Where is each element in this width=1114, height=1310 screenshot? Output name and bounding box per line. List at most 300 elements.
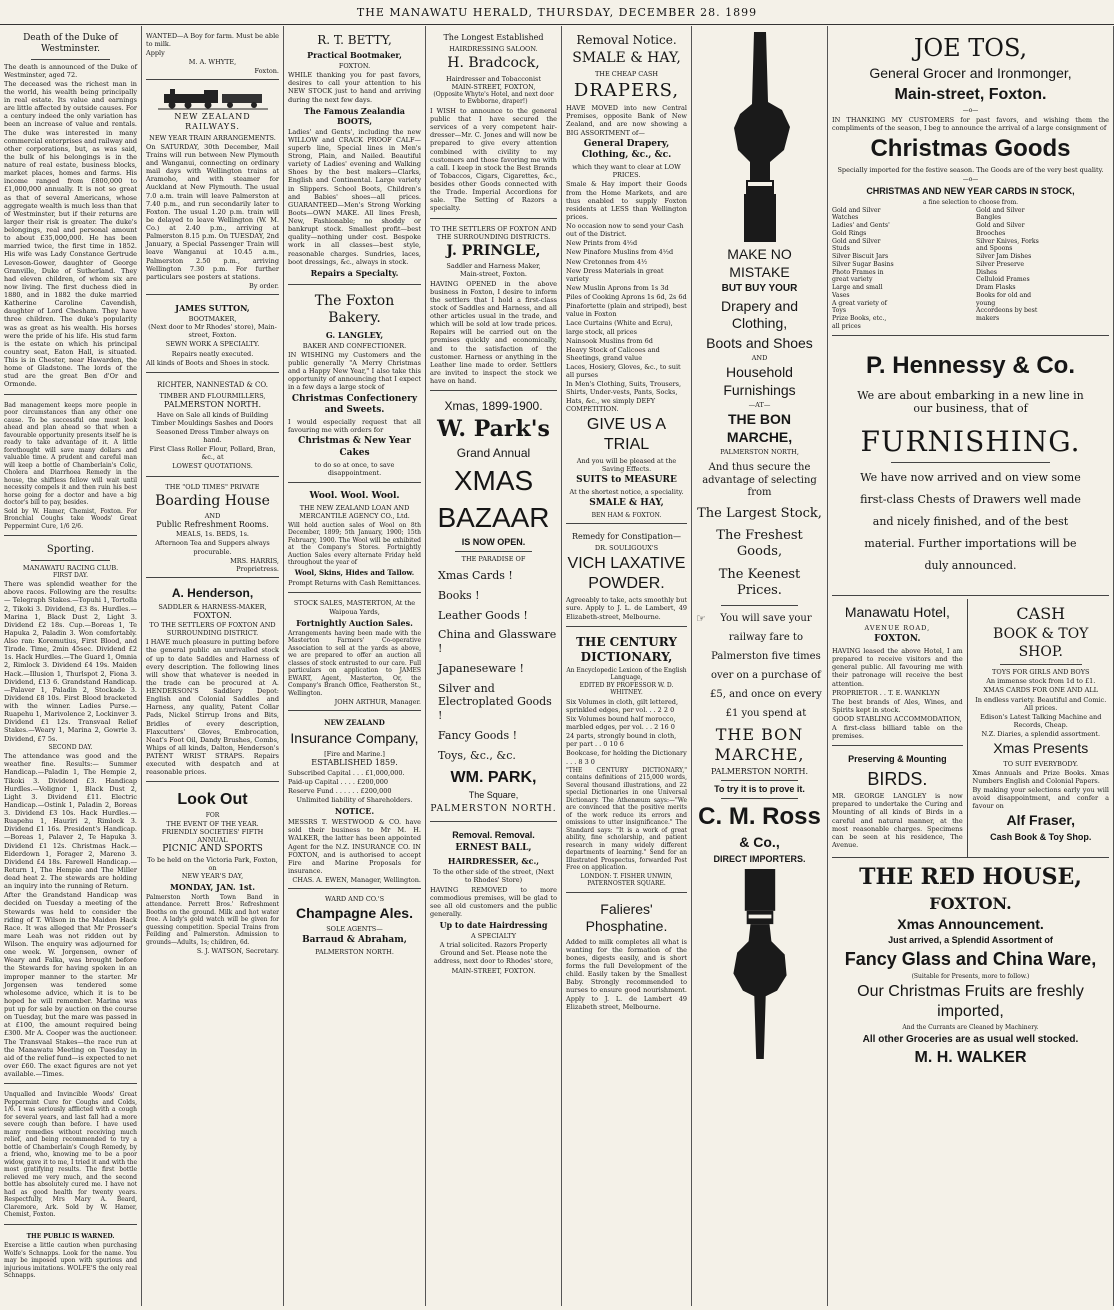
boarding-tea: Afternoon Tea and Suppers always procurable.	[155, 539, 270, 556]
bakery-request: I would especially request that all favouring me with orders for	[288, 418, 421, 435]
freshest-goods: The Freshest Goods,	[716, 528, 803, 560]
ross-importers: DIRECT IMPORTERS.	[713, 853, 806, 864]
tos-item: Silver Jam Dishes	[976, 253, 1032, 261]
drapery-heading: Drapery and Clothing,	[720, 297, 799, 331]
sutton-specialty: SEWN WORK A SPECIALTY.	[165, 340, 260, 349]
smale-title: SMALE & HAY,	[572, 50, 681, 66]
bon-place: PALMERSTON NORTH,	[720, 448, 799, 457]
boarding-house-ad	[146, 480, 279, 578]
red-house-ad	[832, 857, 1109, 1074]
betty-body: WHILE thanking you for past favors, desires to call your attention to his NEW STOCK just to hand and arriving during the next few days.	[288, 71, 421, 104]
century-subtitle: An Encyclopedic Lexicon of the English Language,	[566, 666, 687, 682]
peppermint-cure-ad	[4, 1087, 137, 1225]
century-editor: EDITED BY PROFESSOR W. D. WHITNEY.	[579, 681, 674, 697]
pointing-finger-icon: ☞	[696, 612, 706, 626]
hennessy-ad	[832, 339, 1109, 597]
divider	[721, 798, 797, 799]
smale-removal: Removal Notice.	[576, 33, 677, 47]
tos-item: Silver Sugar Basins	[832, 260, 894, 268]
bon-place-2: PALMERSTON NORTH.	[710, 767, 808, 777]
henderson-settlers: TO THE SETTLERS OF FOXTON AND SURROUNDING DISTRICT.	[149, 621, 276, 638]
ward-champagne: Champagne Ales.	[296, 905, 413, 922]
park-bazaar: BAZAAR	[437, 501, 550, 533]
bakery-confectionery: Christmas Confectionery and Sweets.	[291, 393, 418, 415]
at-label: —AT—	[748, 401, 771, 410]
and-label: AND	[751, 354, 768, 362]
tos-item: Silver Knives, Forks and Spoons	[976, 237, 1039, 253]
tos-item: Silver Biscuit Jars	[832, 253, 889, 261]
richter-place: PALMERSTON NORTH.	[163, 399, 261, 409]
save-block	[696, 609, 823, 723]
richter-ad	[146, 376, 279, 477]
insurance-pre: NEW ZEALAND	[324, 718, 385, 728]
red-announcement: Xmas Announcement.	[897, 915, 1044, 932]
tos-item: Celluloid Frames	[976, 276, 1030, 284]
ball-details: A trial solicited. Razors Properly Ground and Set. Please note the address, next door to Rhodes' store,	[433, 941, 554, 966]
smale-body: HAVE MOVED into new Central Premises, opposite Bank of New Zealand, and are now showing a BIG ASSORTMENT of—	[566, 104, 687, 137]
tos-subtitle: General Grocer and Ironmonger,	[869, 65, 1072, 81]
insurance-row: Paid-up Capital . . . . £200,000	[288, 777, 389, 786]
park-item: Xmas Cards !	[438, 569, 513, 582]
smale-drapery: General Drapery, Clothing, &c., &c.	[581, 138, 672, 160]
zealandia-body: Ladies' and Gents', including the new WILLOW and CRACK PROOF CALF—superb line, Special lines in Men's Strong, Plain, and Nailed. Beautiful variety of Ladies' evening and Walking Shoes by the best makers—Clarks, English and Continental. Large variety in Slippers. School Boots, Children's and Babies' shoes—all prices. GUARANTEED—Men's Strong Working Boots—OWN MAKE. All lines Fresh, New, Fashionable; no shoddy or bankrupt stock. Smallest profit—best quality—nothing under cost. Bespoke work in all classes—best style, reasonable charges. Sundries, laces, boot dressings, &c., always in stock.	[288, 127, 421, 266]
wool-ad	[288, 486, 421, 593]
remedy-text: Bad management keeps more people in poor circumstances than any other one cause. To be successful one must look ahead and plan ahead so that when a favourable opportunity presents itself he is ready to take advantage of it. A little forethought will save many dollars and valuable time. A prudent and careful man will keep a bottle of Chamberlain's Colic, Cholera and Diarrhoea Remedy in the house, the shiftless fellow will wait until necessity compels it and then ruin his best horse going for a doctor and have a big doctor's bill to pay, besides.	[4, 401, 137, 506]
pointing-hand-down-icon	[710, 869, 810, 1059]
red-groceries: All other Groceries are as usual well stocked.	[862, 1033, 1079, 1045]
tos-item: Prize Books, etc., all prices	[832, 315, 887, 330]
smale-list-item: No occasion now to send your Cash out of the District.	[566, 222, 684, 239]
pringle-ad	[430, 222, 557, 392]
sutton-ad	[146, 298, 279, 373]
ward-place: PALMERSTON NORTH.	[315, 948, 394, 957]
cash-edison: Edison's Latest Talking Machine and Records, Cheap.	[980, 712, 1102, 729]
smale-clear: which they want to clear at LOW PRICES.	[572, 163, 681, 180]
largest-stock: The Largest Stock,	[697, 505, 822, 521]
cash-stock: An immense stock from 1d to £1.	[986, 677, 1096, 686]
hotel-brands: The best brands of Ales, Wines, and Spirits kept in stock.	[832, 697, 963, 714]
vich-pre: Remedy for Constipation—	[571, 532, 681, 542]
boots-heading: Boots and Shoes	[706, 334, 813, 351]
cash-variety: In endless variety. Beautiful and Comic. All prices.	[975, 695, 1107, 712]
sporting-article	[4, 539, 137, 1084]
smale-trial: GIVE US A TRIAL	[586, 415, 667, 453]
red-suitable: (Suitable for Presents, more to follow.)	[911, 972, 1030, 980]
first-day-results: There was splendid weather for the above races. Following are the results:— Telegraph Stakes.—Topuhi 1, Tortolla 2, Tikoki 3. Dividend, £3 8s. Hurdles.—Marina 1, Black Dust 2, Light 3. Dividend £2 18s. Cup.—Boreas 1, Te Hapuka 2, Paladin 3. Won comfortably. Also ran: Koremutius, First Blood, and Tirade. Time, 2min 45sec. Dividend £2 1s. Hack Hurdles.—The Guard 1, Omnia 2, Rimlock 3. Dividend £4 19s. Maiden Hack.—Illusion 1, Thurlspot 2, Fiona 3. Dividend, £13 6. Grandstand Handicap.—Palaver 1, Paladin 2, Stockade 3. Dividend £8 10s. First Blood bracketed with the winner. Ladies Purse.—Ruapehu 1, Marivolence 2, Lockinver 3. Dividend £1 12s. Transvaal Relief Stakes.—Weary 1, Marina 2, Gowrie 3. Dividend, £7 5s.	[4, 580, 137, 743]
henderson-title: A. Henderson,	[171, 585, 254, 600]
century-title: THE CENTURY DICTIONARY,	[576, 634, 677, 664]
richter-flour: First Class Roller Flour, Pollard, Bran, &c., at	[149, 445, 276, 462]
park-xmas-title: Xmas, 1899-1900.	[444, 399, 543, 414]
tos-item: Gold and Silver Brooches	[976, 222, 1025, 237]
mistake-heading: MAKE NO MISTAKE	[727, 246, 792, 280]
pringle-subtitle: Saddler and Harness Maker,	[446, 262, 541, 271]
cash-name: Alf Fraser,	[1006, 812, 1075, 829]
boarding-role: Proprietress.	[236, 564, 279, 573]
bradcock-role: Hairdresser and Tobacconist	[445, 74, 541, 83]
try-heading: To try it is to prove it.	[714, 784, 805, 795]
ball-ad	[430, 825, 557, 979]
wanted-name: M. A. WHYTE,	[188, 58, 237, 67]
bakery-title: The Foxton Bakery.	[314, 292, 395, 327]
birds-title: Preserving & Mounting	[848, 754, 947, 765]
wanted-apply: Apply	[146, 49, 165, 58]
ball-specialty: A SPECIALTY	[471, 932, 516, 940]
joe-tos-ad	[832, 28, 1109, 336]
red-walker: M. H. WALKER	[914, 1049, 1027, 1067]
wool-products: Wool, Skins, Hides and Tallow.	[294, 567, 415, 577]
buy-heading: BUT BUY YOUR	[721, 283, 798, 294]
pringle-body: HAVING OPENED in the above business in Foxton, I desire to inform the settlers that I hold a first-class stock of Saddles and Harness, and all other articles usual in the trade, and which will be sold at low trade prices. Repairs will be carried out on the premises quickly and economically, and to the satisfaction of the customer. Harness or anything in the Leather line made to order. Settlers are invited to inspect the stock we have on hand.	[430, 279, 557, 385]
red-arrived: Just arrived, a Splendid Assortment of	[888, 935, 1053, 945]
smale-saving: And you will be pleased at the Saving Effects.	[576, 456, 677, 473]
tos-item: Photo Frames in great variety	[832, 268, 884, 284]
henderson-body: I HAVE much pleasure in putting before the general public an unrivalled stock of up to date Saddles and Harness of every description. The following lines will show that whatever is needed in the trade can be procured at A. HENDERSON'S Saddlery Depot: English and Colonial Saddles and Harness, any quality, Patent Collar Pads, Nickel Stirrup Irons and Bits, Bridles of every description, Flaxcutters' Gloves, Embrocation, Neat's Foot Oil, Dandy Brushes, Combs, Whips of all kinds, Dalton, Henderson's PATENT WRIST STRAPS. Repairs executed with despatch and at reasonable prices.	[146, 638, 279, 777]
ross-name: C. M. Ross	[698, 803, 821, 831]
smale-notice: At the shortest notice, a speciality.	[569, 488, 684, 497]
ward-ad	[288, 892, 421, 960]
pringle-title: J. PRINGLE,	[446, 242, 541, 259]
pringle-pre: TO THE SETTLERS OF FOXTON AND THE SURROUNDING DISTRICTS.	[430, 224, 557, 241]
obituary-article	[4, 28, 137, 395]
column-5	[562, 26, 692, 1306]
smale-list-item: New Cretonnes from 4½	[566, 257, 648, 266]
ball-hairdressing: Up to date Hairdressing	[439, 920, 548, 930]
hennessy-furnishing: FURNISHING.	[860, 425, 1081, 459]
boarding-name: MRS. HARRIS,	[230, 556, 279, 565]
column-1	[0, 26, 142, 1306]
wanted-ad	[146, 28, 279, 80]
locomotive-icon	[158, 88, 268, 110]
sporting-title: Sporting.	[46, 544, 95, 555]
tos-street: Main-street, Foxton.	[894, 85, 1047, 103]
notice-title: NOTICE.	[334, 806, 375, 817]
hennessy-details: We have now arrived and on view some first-class Chests of Drawers well made and nicely finished, and of the best material. Further importations will be duly announced.	[860, 471, 1081, 573]
lookout-for: FOR	[205, 812, 220, 820]
secure-text: And thus secure the advantage of selecting from	[702, 462, 817, 499]
sporting-subtitle: MANAWATU RACING CLUB.	[22, 563, 119, 572]
birds-ad	[832, 749, 963, 854]
tos-item: Accordeons by best makers	[976, 307, 1038, 323]
bradcock-pre: The Longest Established	[443, 33, 544, 42]
stock-sales-ad	[288, 596, 421, 711]
smale-list-item: Laces, Hosiery, Gloves, &c., to suit all purses	[566, 363, 681, 380]
insurance-title: Insurance Company,	[290, 730, 419, 746]
cash-annuals: Xmas Annuals and Prize Books. Xmas Numbers English and Colonial Papers.	[972, 768, 1109, 785]
lookout-details: Palmerston North Town Band in attendance. Perrett Bros.' Refreshment Booths on the ground. Milk and hot water free. A lady's gold watch will be given for guessing competition. Special Trains from Feilding and Palmerston. Admission to grounds—Adults, 1s; children, 6d.	[146, 893, 279, 946]
smale-subtitle: THE CHEAP CASH	[594, 69, 659, 78]
bradcock-ad	[430, 28, 557, 219]
bon-marche-name: THE BON MARCHE,	[714, 725, 805, 765]
bakery-ad	[288, 288, 421, 483]
vich-body: Agreeably to take, acts smoothly but sure. Apply to J. L. de Lambert, 49 Elizabeth-street, Melbourne.	[566, 596, 687, 621]
wool-title: Wool. Wool. Wool.	[309, 491, 400, 501]
boarding-and: AND	[204, 512, 221, 521]
falieres-title: Falieres' Phosphatine.	[585, 900, 668, 935]
cash-suit: TO SUIT EVERYBODY.	[1003, 759, 1079, 768]
park-item: Silver and Electroplated Goods !	[438, 681, 552, 722]
tos-item: Gold and Silver Watches	[832, 206, 881, 222]
falieres-body: Added to milk completes all what is wanting for the formation of the bones, digests easily, and is short forms the full Development of the child. Easily taken by the Smallest Baby. Strongly recommended to nurses to ensure good nourishment. Apply to J. L. de Lambert 49 Elizabeth street, Melbourne.	[566, 937, 687, 1011]
hotel-billiards: A first-class billiard table on the premises.	[832, 724, 963, 741]
ward-sole: SOLE AGENTS—	[326, 924, 383, 933]
richter-quotations: LOWEST QUOTATIONS.	[172, 462, 253, 471]
hotel-birds-column	[832, 599, 968, 857]
divider	[891, 462, 1050, 463]
ross-co: & Co.,	[739, 834, 780, 851]
smale-import: Smale & Hay import their Goods from the Home Markets, and are thus enabled to supply Foxton residents at LESS than Wellington prices.	[566, 180, 687, 221]
tos-stock-list	[832, 207, 1109, 331]
insurance-row: Unlimited liability of Shareholders.	[296, 796, 413, 804]
ball-address: To the other side of the street, (Next to Rhodes' Store)	[433, 868, 554, 885]
sutton-title: JAMES SUTTON,	[175, 303, 250, 313]
notice-body: MESSRS T. WESTWOOD & CO. have sold their business to Mr M. H. WALKER, the latter has been appointed Agent for the N.Z. INSURANCE CO. IN FOXTON, and is authorised to accept Fire and Marine Proposals for insurance.	[288, 818, 421, 875]
divider	[721, 780, 797, 781]
wool-company: THE NEW ZEALAND LOAN AND MERCANTILE AGENCY CO., Ltd.	[299, 504, 410, 521]
cash-subtitle: BOOK & TOY SHOP.	[993, 626, 1089, 660]
hotel-road: AVENUE ROAD,	[864, 623, 931, 632]
lookout-event: THE EVENT OF THE YEAR.	[166, 819, 259, 828]
lookout-picnic: PICNIC AND SPORTS	[162, 844, 263, 855]
richter-stock: Have on Sale all kinds of Building Timber Mouldings Sashes and Doors	[151, 410, 274, 427]
park-open: IS NOW OPEN.	[461, 536, 526, 547]
hotel-title: Manawatu Hotel,	[844, 604, 950, 621]
zealandia-title: The Famous Zealandia BOOTS,	[304, 105, 405, 126]
divider	[31, 560, 111, 561]
masthead	[0, 0, 1114, 25]
railways-title: NEW ZEALAND RAILWAYS.	[174, 111, 251, 131]
smale-signature: SMALE & HAY,	[589, 498, 664, 509]
vich-ad	[566, 527, 687, 627]
smale-list-item: Piles of Cooking Aprons 1s 6d, 2s 6d	[566, 293, 687, 301]
hotel-place: FOXTON.	[874, 633, 921, 644]
column-2	[142, 26, 284, 1306]
sutton-address: (Next door to Mr Rhodes' store), Main-street, Foxton.	[148, 323, 277, 340]
lookout-title: Look Out	[177, 791, 248, 809]
save-text: You will save your railway fare to Palmerston five times over on a purchase of £5, and once on every £1 you spend at	[710, 613, 822, 720]
lookout-venue: To be held on the Victoria Park, Foxton, on	[147, 855, 278, 872]
tos-body: IN THANKING MY CUSTOMERS for past favors, and wishing them the compliments of the season, I beg to announce the arrival of a large consignment of	[832, 116, 1109, 133]
notice-signature: CHAS. A. EWEN, Manager, Wellington.	[292, 876, 421, 884]
boarding-pre: THE "OLD TIMES" PRIVATE	[165, 482, 260, 491]
richter-timber: Seasoned Dress Timber always on hand.	[156, 427, 269, 444]
bakery-body: IN WISHING my Customers and the public generally "A Merry Christmas and a Happy New Year," I also take this opportunity of announcing that I expect in a few days a large stock of	[288, 350, 421, 392]
book-shop-ad	[973, 599, 1110, 849]
cash-toys: TOYS FOR GIRLS AND BOYS	[992, 668, 1090, 677]
obituary-title: Death of the Duke of Westminster.	[23, 33, 118, 55]
bakery-disappointment: to do so at once, to save disappointment.	[314, 460, 395, 477]
smale-list-item: New Pinafore Muslins from 4½d	[566, 248, 674, 257]
tos-title: JOE TOS,	[913, 34, 1028, 62]
cash-title: CASH	[1016, 604, 1066, 624]
smale-list-item: New Prints from 4½d	[566, 239, 638, 248]
century-price: 24 parts, strongly bound in cloth, per part . . 0 10 6	[566, 732, 677, 749]
ward-title: WARD AND CO.'S	[324, 895, 385, 904]
railways-subtitle: NEW YEAR TRAIN ARRANGEMENTS.	[149, 133, 276, 142]
second-day-results: The attendance was good and the weather fine. Results:— Summer Handicap.—Paladin 1, The Hempie 2, Tikoki 3. Dividend £3. Handicap Hurdles.—Volignor 1, Black Dust 2, Light 3. Dividend £11. Electric Handicap.—Ostink 1, Paladin 2, Boreas 3. Dividend £3 10s. Hack Hurdles.—Ruapehu 1, Hauriri 2, Rimlock 3. Dividend £1 16s. President's Handicap.—Boreas 1, Palaver 2, Te Hapuka 3. Dividend £1 12s. Christmas Hack.—Eiderdown 1, Forager 2, Mareno 3. Dividend £4 18s. Farewell Handicap.—Return 1, The Hempie and The Miller dead heat 2. The stewards are holding an inquiry into the running of Return.	[4, 752, 137, 891]
park-item: Japaneseware !	[438, 661, 524, 675]
masthead-text: THE MANAWATU HERALD, THURSDAY, DECEMBER 28. 1899	[356, 6, 758, 19]
sutton-repairs: Repairs neatly executed.	[171, 349, 254, 358]
bottom-split	[832, 599, 1109, 857]
park-place: PALMERSTON NORTH.	[430, 803, 557, 814]
stewards-report: After the Grandstand Handicap was decided on Tuesday a meeting of the Stewards was held to consider the riding of T. Wilson in the Maiden Hack Race. It was alleged that Mr Prosser's mare Leah was not ridden out by Wilson. The enquiry was adjourned for one week. W. Jorgensen, owner of Weary and Falka, was brought before the Stewards for having spoken in an improper manner to the starter. Mr Jorgensen was tendered some wholesome advice, which it is to be hoped he will remember. Marina was put up for sale by auction on the course on Tuesday, but the mare was passed in at £100, the amount required being £300. Mr A. Cooper was the auctioneer. The Transvaal Stakes—the race run at the Manawatu Meeting on Tuesday in aid of the relief fund—is expected to net over £60. The exact figures are not yet available.—Times.	[4, 891, 137, 1078]
tos-christmas-goods: Christmas Goods	[870, 135, 1071, 163]
column-3	[284, 26, 426, 1306]
smale-list-item: New Muslin Aprons from 1s 3d	[566, 283, 669, 292]
wanted-text: WANTED—A Boy for farm. Must be able to milk.	[146, 32, 279, 49]
park-item: Books !	[438, 588, 480, 602]
park-item: Leather Goods !	[438, 608, 528, 622]
wool-returns: Prompt Returns with Cash Remittances.	[288, 579, 421, 588]
pointing-hand-up-icon	[710, 32, 810, 242]
hennessy-body: We are about embarking in a new line in our business, that of	[857, 388, 1084, 416]
column-6	[692, 26, 828, 1306]
cash-selection: By making your selections early you will avoid disappointment, and confer a favour on	[972, 786, 1109, 811]
birds-body: MR. GEORGE LANGLEY is now prepared to undertake the Curing and Mounting of all kinds of Birds in a careful and natural manner, at the most reasonable charges. Specimens can be seen at his residence, The Avenue.	[832, 792, 963, 849]
first-day-label: FIRST DAY.	[52, 571, 89, 579]
divider	[31, 59, 111, 60]
hotel-stabling: GOOD STABLING ACCOMMODATION,	[833, 715, 962, 723]
smale-list-item: Heavy Stock of Calicoes and Sheetings, grand value	[566, 345, 660, 362]
smale-list-item: Nainsook Muslins from 6d	[566, 336, 653, 345]
richter-subtitle: TIMBER AND FLOURMILLERS,	[159, 391, 266, 400]
bradcock-opposite: (Opposite Whyte's Hotel, and next door to Ewbborne, draper!)	[433, 90, 554, 106]
warning-title: THE PUBLIC IS WARNED.	[26, 1232, 115, 1240]
stock-title: STOCK SALES, MASTERTON, At the Waipoua Yards,	[293, 599, 416, 616]
vich-title: VICH LAXATIVE POWDER.	[567, 555, 686, 593]
park-xmas: XMAS	[453, 464, 534, 496]
bakery-subtitle: BAKER AND CONFECTIONER.	[302, 341, 407, 350]
hotel-proprietor: PROPRIETOR . . T. E. WANKLYN	[832, 688, 940, 697]
bradcock-saloon: HAIRDRESSING SALOON.	[449, 45, 538, 53]
bradcock-body: I WISH to announce to the general public that I have secured the services of a very competent hair-dresser—Mr. C. Jones and will now be prepared to give every attention combined with civility to my customers and those favoring me with a call. I keep in stock the Best Brands of Tobaccos, Cigars, Cigarettes, &c., besides other Goods connected with the Trade. Imperial Accordions for sale. The Setting of Razors a specialty.	[430, 106, 557, 213]
lookout-signature: S. J. WATSON, Secretary.	[196, 947, 279, 956]
betty-ad	[288, 28, 421, 285]
sutton-subtitle: BOOTMAKER,	[188, 315, 237, 323]
remedy-notice	[4, 398, 137, 537]
tos-selection: a fine selection to choose from.	[922, 199, 1019, 207]
bradcock-title: H. Bradcock,	[447, 55, 540, 72]
lookout-date: MONDAY, JAN. 1st.	[169, 881, 256, 892]
tos-item: Dram Flasks	[976, 284, 1016, 292]
red-ware: Fancy Glass and China Ware,	[844, 949, 1097, 970]
cash-presents: Xmas Presents	[993, 740, 1089, 757]
cash-cards: XMAS CARDS FOR ONE AND ALL	[983, 686, 1098, 695]
tos-item: Ladies' and Gents' Gold Rings	[832, 222, 890, 237]
cash-diaries: N.Z. Diaries, a splendid assortment.	[981, 730, 1101, 738]
railways-order: By order.	[248, 281, 279, 290]
henderson-subtitle: SADDLER & HARNESS-MAKER,	[158, 602, 267, 611]
schnapps-warning	[4, 1228, 137, 1285]
tos-item: Gold and Silver Studs	[832, 237, 881, 253]
vich-doctor: DR. SOULIGOUX'S	[594, 544, 659, 553]
hotel-ad	[832, 599, 963, 746]
insurance-subtitle: [Fire and Marine.]	[324, 749, 385, 758]
tos-item: Gold and Silver Bangles	[976, 206, 1025, 222]
betty-repairs: Repairs a Specialty.	[310, 267, 399, 278]
richter-title: RICHTER, NANNESTAD & CO.	[157, 380, 268, 389]
wanted-place: Foxton.	[254, 66, 279, 75]
park-title: W. Park's	[437, 416, 550, 443]
divider	[455, 551, 531, 552]
tos-item: Large and small Vases	[832, 284, 883, 299]
railways-body: On SATURDAY, 30th December, Mail Trains will run between New Plymouth and Wanganui, connecting on ordinary mail days with Wellington trains at Aramoho, and with steamer for Auckland at New Plymouth. The usual 7.0 a.m. train will leave Palmerston at 7.40 p.m., and run secondarily later to Foxton. The usual 1.20 p.m. train will be delayed to leave Wellington (W. M. Co.) at 2.40 p.m., arriving at Palmerston 8.15 p.m. On TUESDAY, 2nd January, a Special Passenger Train will leave Wanganui at 10.45 a.m., Palmerston 2.50 p.m., arriving Wellington 7.30 p.m. For further particulars see posters at stations.	[146, 142, 279, 281]
tos-item: Silver Preserve Dishes	[976, 260, 1025, 276]
railways-ad	[146, 83, 279, 295]
smale-drapers: DRAPERS,	[573, 79, 680, 101]
peppermint-text: Unqualled and Invincible Woods' Great Peppermint Cure for Coughs and Colds, 1/6. I was seriously afflicted with a cough for several years, and last fall had a more severe cough than before. I have used many remedies without receiving much relief, and being recommended to try a bottle of Chamberlain's Cough Remedy, by a friend, who, knowing me to be a poor widow, gave it to me, I tried it and with the most gratifying results. The first bottle relieved me very much, and the second bottle has absolutely cured me. I have not had as good health for twenty years. Respectfully, Mrs Mary A. Beard, Claremore, Ark. Sold by W. Hamer, Chemist, Foxton.	[4, 1091, 137, 1219]
century-ad	[566, 630, 687, 893]
bakery-cakes: Christmas & New Year Cakes	[298, 436, 411, 458]
divider	[1000, 664, 1082, 665]
red-fruits: Our Christmas Fruits are freshly imported,	[857, 983, 1084, 1021]
second-day-label: SECOND DAY.	[48, 743, 93, 751]
birds-heading: BIRDS.	[867, 768, 928, 789]
ball-removal: Removal. Removal.	[452, 829, 535, 840]
insurance-established: ESTABLISHED 1859.	[311, 757, 398, 767]
century-price: Six Volumes bound half morocco, marbled edges, per vol. . . 2 16 0	[566, 714, 676, 731]
betty-title: R. T. BETTY,	[317, 33, 392, 47]
book-shop-column	[971, 599, 1110, 857]
tos-cards: CHRISTMAS AND NEW YEAR CARDS IN STOCK,	[866, 185, 1075, 196]
park-item: Toys, &c., &c.	[438, 748, 516, 762]
divider: —o—	[962, 176, 979, 184]
betty-subtitle: Practical Bootmaker,	[307, 50, 402, 60]
stock-subtitle: Fortnightly Auction Sales.	[296, 617, 413, 628]
bradcock-address: MAIN-STREET, FOXTON,	[451, 82, 536, 91]
ball-name: ERNEST BALL,	[455, 843, 532, 853]
warning-text: Exercise a little caution when purchasing Wolfe's Schnapps. Look for the name. You may be imposed upon with spurious and injurious imitations. WOLFE'S the only real Schnapps.	[4, 1242, 137, 1280]
lookout-ad	[146, 785, 279, 959]
ball-body: HAVING REMOVED to more commodious premises, will be glad to see all old customers and the public generally.	[430, 885, 557, 918]
park-pre: THE PARADISE OF	[461, 554, 526, 563]
red-place: FOXTON.	[929, 893, 1012, 913]
smale-hay-ad	[566, 28, 687, 524]
century-price: Bookcase, for holding the Dictionary . . . 8 3 0	[566, 749, 687, 766]
tos-item: A great variety of Toys	[832, 299, 887, 315]
ball-street: MAIN-STREET, FOXTON.	[451, 966, 536, 975]
henderson-place: FOXTON.	[193, 611, 232, 620]
tos-item: Books for old and young	[976, 291, 1032, 307]
park-name: WM. PARK,	[450, 769, 537, 787]
column-4	[426, 26, 562, 1306]
divider: —o—	[962, 106, 979, 114]
red-title: THE RED HOUSE,	[859, 864, 1082, 890]
tos-special: Specially imported for the festive season. The Goods are of the very best quality.	[837, 166, 1104, 175]
boarding-prices: MEALS, 1s. BEDS, 1s.	[176, 530, 249, 539]
sutton-stock: All kinds of Boots and Shoes in stock.	[146, 358, 270, 367]
divider	[721, 605, 797, 606]
household-heading: Household Furnishings	[723, 364, 796, 398]
stock-signature: JOHN ARTHUR, Manager.	[334, 698, 421, 707]
red-currants: And the Currants are Cleaned by Machinery.	[902, 1024, 1039, 1032]
cash-shop: Cash Book & Toy Shop.	[990, 831, 1092, 842]
park-square: The Square,	[468, 790, 519, 801]
smale-list-item: New Dress Materials in great variety	[566, 266, 664, 283]
column-7	[828, 26, 1114, 1306]
hennessy-title: P. Hennessy & Co.	[866, 351, 1075, 379]
insurance-ad	[288, 714, 421, 889]
tos-right-list	[976, 207, 1109, 331]
falieres-ad	[566, 896, 687, 1016]
obituary-lead: The death is announced of the Duke of Westminster, aged 72.	[4, 62, 137, 79]
lookout-day: NEW YEAR'S DAY,	[181, 871, 244, 880]
smale-list-item: Lace Curtains (White and Ecru), large stock, all prices	[566, 319, 673, 336]
betty-place: FOXTON.	[338, 62, 371, 70]
obituary-body: The deceased was the richest man in the world, his wealth being principally in real estate. Its value and earnings are little affected by outside causes. For a century indeed the only variation has been an increase of value and rentals. The duke was interested in many commercial enterprises and railway and other corporations, but, as was said, the bulk of his belongings is in the nature of real estate, business blocks, market places, homes and farms. His income ranged from £800,000 to £1,000,000 annually. It is not so great as that of several Americans, whose aggregate wealth is much less than that of Westminster, but if their returns are larger their risk is greater. The duke's belongings, real and personal amount to about £35,000,000. He has been married twice, the first time in 1852. His wife was Lady Constance Gertrude Leveson-Gower, daughter of George Granville, Duke of Sutherland. They had eleven children, of whom six are now living. The first duchess died in 1880, and in 1882 the duke married Katherine Caroline Cavendish, daughter of Lord Chesham. They have three children. The duke's popularity was as great as his wealth. His horses were the pride of his life. His stud farm is the estate on which his principal country seat, Eaton Hall, is situated. This is in Chester, near Hawarden, the home of Gladstone. The lords of the stud are the great Ben d'Or and Ormonde.	[4, 79, 137, 389]
smale-list-item: In Men's Clothing, Suits, Trousers, Shirts, Under-vests, Pants, Socks, Hats, &c., we simply DEFY COMPETITION.	[566, 380, 682, 413]
